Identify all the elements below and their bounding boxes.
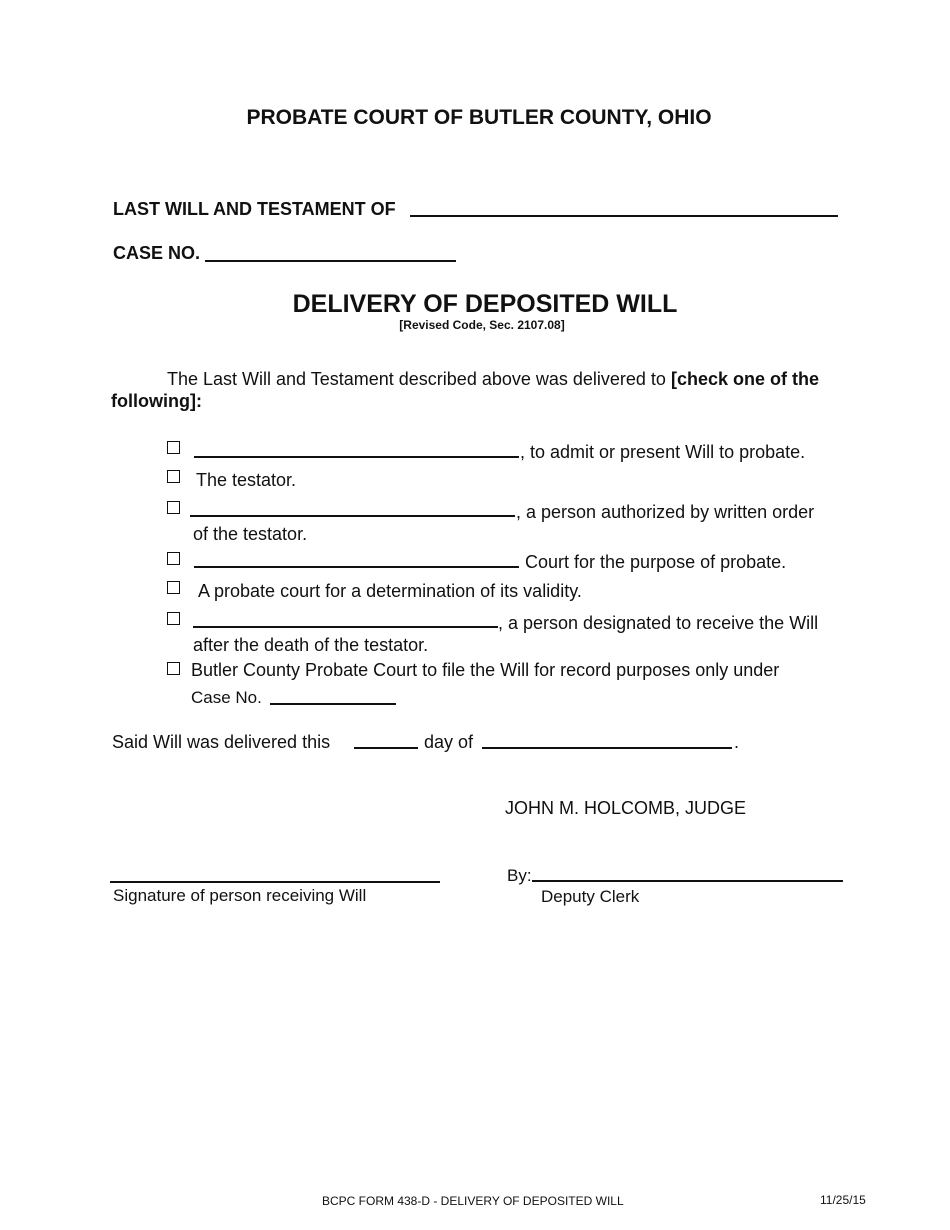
form-id: BCPC FORM 438-D - DELIVERY OF DEPOSITED WILL (322, 1194, 624, 1208)
option-6-name-field[interactable] (193, 626, 498, 628)
option-3-checkbox[interactable] (167, 501, 180, 514)
case-no-label: CASE NO. (113, 243, 201, 263)
option-3-text: , a person authorized by written order (516, 502, 815, 522)
option-1-name-field[interactable] (194, 456, 519, 458)
option-3-name-field[interactable] (190, 515, 515, 517)
delivery-month-field[interactable] (482, 747, 732, 749)
delivery-day-field[interactable] (354, 747, 418, 749)
revision-date: 11/25/15 (820, 1193, 866, 1207)
option-1-text: , to admit or present Will to probate. (520, 442, 806, 462)
option-6-checkbox[interactable] (167, 612, 180, 625)
option-1-checkbox[interactable] (167, 441, 180, 454)
receiver-signature-label: Signature of person receiving Will (113, 886, 367, 905)
option-2-checkbox[interactable] (167, 470, 180, 483)
deputy-clerk-label: Deputy Clerk (541, 887, 640, 906)
will-of-label: LAST WILL AND TESTAMENT OF (113, 199, 396, 219)
option-2-text: The testator. (196, 470, 297, 490)
option-5-text: A probate court for a determination of its validity. (198, 581, 582, 601)
judge-name: JOHN M. HOLCOMB, JUDGE (505, 798, 747, 818)
option-7-checkbox[interactable] (167, 662, 180, 675)
delivery-day-of: day of (424, 732, 474, 752)
option-3-text-cont: of the testator. (193, 524, 308, 544)
statute-reference: [Revised Code, Sec. 2107.08] (399, 318, 565, 332)
by-label: By: (507, 866, 532, 885)
delivery-period: . (734, 732, 740, 752)
document-title: DELIVERY OF DEPOSITED WILL (292, 290, 678, 318)
receiver-signature-field[interactable] (110, 881, 440, 883)
intro-text: The Last Will and Testament described above was delivered to (167, 369, 671, 389)
court-title: PROBATE COURT OF BUTLER COUNTY, OHIO (246, 106, 712, 129)
will-of-field[interactable] (410, 215, 838, 217)
intro-instruction-cont: following]: (111, 391, 202, 411)
option-4-text: Court for the purpose of probate. (525, 552, 787, 572)
option-7-text: Butler County Probate Court to file the Will for record purposes only under (191, 660, 780, 680)
intro-paragraph (167, 369, 819, 390)
option-5-checkbox[interactable] (167, 581, 180, 594)
clerk-signature-field[interactable] (532, 880, 843, 882)
intro-instruction: [check one of the (670, 369, 819, 389)
option-4-court-field[interactable] (194, 566, 519, 568)
option-6-text-cont: after the death of the testator. (193, 635, 429, 655)
option-7-case-field[interactable] (270, 703, 396, 705)
option-7-case-label: Case No. (191, 688, 262, 707)
option-4-checkbox[interactable] (167, 552, 180, 565)
delivery-prefix: Said Will was delivered this (112, 732, 331, 752)
option-6-text: , a person designated to receive the Will (498, 613, 819, 633)
case-no-field[interactable] (205, 260, 456, 262)
